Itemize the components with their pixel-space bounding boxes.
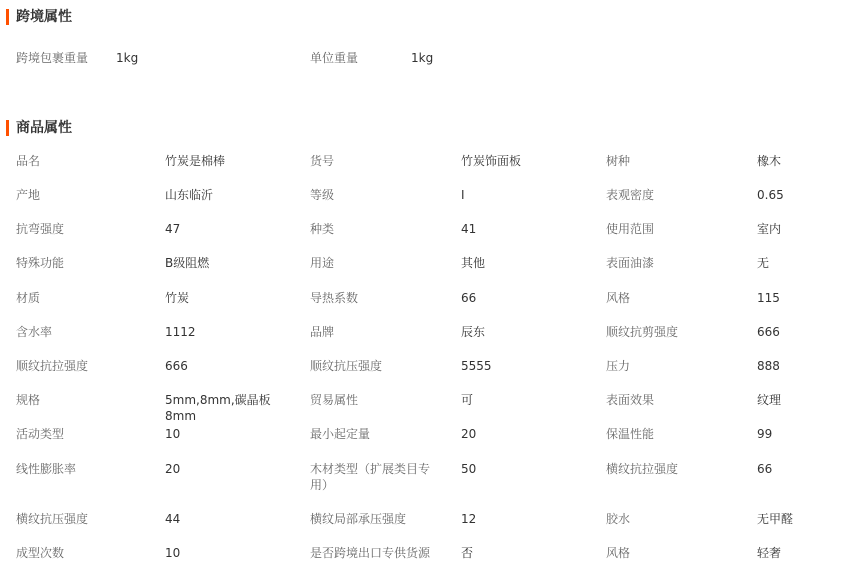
attr-label: 贸易属性 [310, 393, 359, 407]
attr-value: 10 [165, 546, 181, 560]
attr-label: 线性膨胀率 [16, 462, 77, 476]
attr-label: 含水率 [16, 325, 53, 339]
attr-label: 活动类型 [16, 427, 65, 441]
attr-label: 风格 [606, 291, 631, 305]
attr-label: 表面油漆 [606, 256, 655, 270]
attr-value: 5555 [461, 359, 492, 373]
attr-label: 横纹抗拉强度 [606, 462, 679, 476]
attr-label: 胶水 [606, 512, 631, 526]
attr-value: 山东临沂 [165, 188, 214, 202]
attr-value: 竹炭 [165, 291, 190, 305]
attr-value: 室内 [757, 222, 782, 236]
attr-label: 导热系数 [310, 291, 359, 305]
attr-label: 保温性能 [606, 427, 655, 441]
attr-value: 66 [757, 462, 773, 476]
attr-value: 否 [461, 546, 474, 560]
attr-value: 50 [461, 462, 477, 476]
attr-label: 最小起定量 [310, 427, 371, 441]
attr-label: 风格 [606, 546, 631, 560]
attr-label: 跨境包裹重量 [16, 51, 89, 65]
attr-label: 树种 [606, 154, 631, 168]
attr-value: 1kg [116, 51, 139, 65]
attr-label: 品牌 [310, 325, 335, 339]
attr-label: 压力 [606, 359, 631, 373]
attr-label: 是否跨境出口专供货源 [310, 546, 431, 560]
attr-label: 横纹局部承压强度 [310, 512, 407, 526]
attr-value: 44 [165, 512, 181, 526]
section-title-cross-border: 跨境属性 [6, 9, 72, 25]
attr-label: 顺纹抗剪强度 [606, 325, 679, 339]
attr-value: 1112 [165, 325, 196, 339]
attr-value: 888 [757, 359, 780, 373]
attr-label: 抗弯强度 [16, 222, 65, 236]
attr-value: 可 [461, 393, 474, 407]
attr-value: 20 [165, 462, 181, 476]
attr-label: 顺纹抗拉强度 [16, 359, 89, 373]
attr-label: 表观密度 [606, 188, 655, 202]
attr-label: 单位重量 [310, 51, 359, 65]
attr-label: 顺纹抗压强度 [310, 359, 383, 373]
attr-label: 木材类型（扩展类目专用） [310, 462, 431, 492]
attr-value: 666 [757, 325, 780, 339]
attr-label: 特殊功能 [16, 256, 65, 270]
attr-value: B级阻燃 [165, 256, 210, 270]
attr-value: 辰东 [461, 325, 486, 339]
attr-value: 99 [757, 427, 773, 441]
attr-value: I [461, 188, 465, 202]
attr-value: 竹炭是棉棒 [165, 154, 226, 168]
attr-value: 1kg [411, 51, 434, 65]
attr-value: 666 [165, 359, 188, 373]
attr-label: 产地 [16, 188, 41, 202]
attr-value: 竹炭饰面板 [461, 154, 522, 168]
attr-value: 轻奢 [757, 546, 782, 560]
attr-label: 品名 [16, 154, 41, 168]
attr-value: 47 [165, 222, 181, 236]
attr-value: 10 [165, 427, 181, 441]
section-title-product: 商品属性 [6, 120, 72, 136]
attr-label: 种类 [310, 222, 335, 236]
attr-value: 其他 [461, 256, 486, 270]
attr-value: 5mm,8mm,碳晶板8mm [165, 393, 271, 423]
attr-label: 货号 [310, 154, 335, 168]
attr-value: 无 [757, 256, 770, 270]
attr-label: 等级 [310, 188, 335, 202]
attr-value: 橡木 [757, 154, 782, 168]
attr-label: 横纹抗压强度 [16, 512, 89, 526]
attr-value: 纹理 [757, 393, 782, 407]
attr-value: 0.65 [757, 188, 784, 202]
attr-value: 12 [461, 512, 477, 526]
attr-value: 66 [461, 291, 477, 305]
attr-value: 41 [461, 222, 477, 236]
attr-label: 规格 [16, 393, 41, 407]
attr-value: 20 [461, 427, 477, 441]
attr-label: 成型次数 [16, 546, 65, 560]
attr-label: 材质 [16, 291, 41, 305]
attr-label: 用途 [310, 256, 335, 270]
attr-value: 无甲醛 [757, 512, 794, 526]
attr-label: 使用范围 [606, 222, 655, 236]
attr-value: 115 [757, 291, 780, 305]
attr-label: 表面效果 [606, 393, 655, 407]
